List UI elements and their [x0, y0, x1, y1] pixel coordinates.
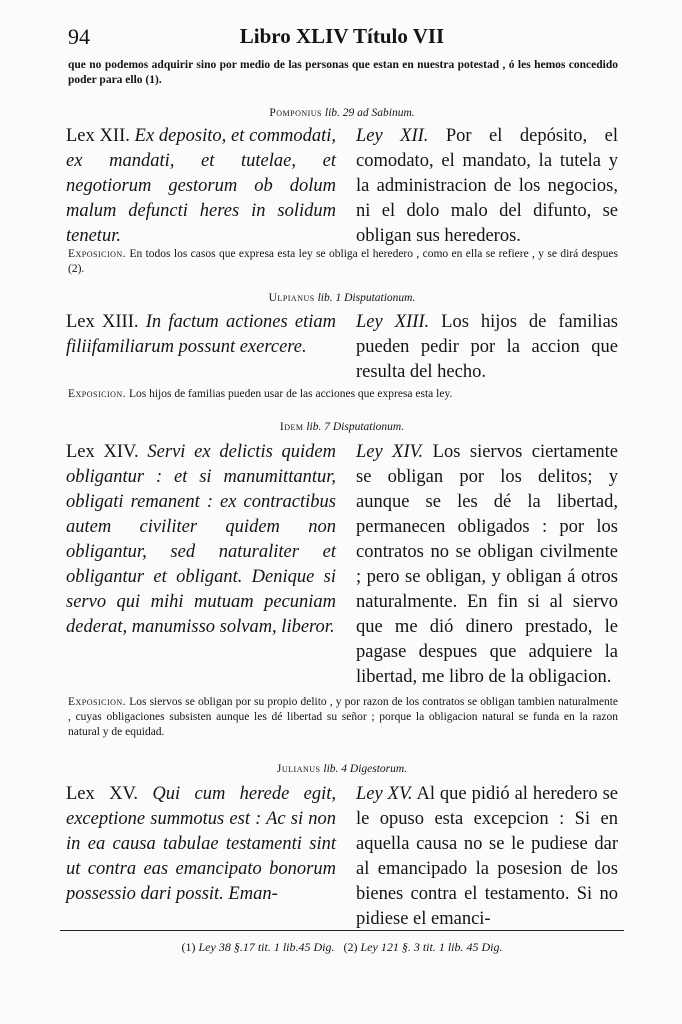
- page-number: 94: [68, 24, 90, 49]
- page-header: [62, 22, 622, 54]
- exposicion-text: Los hijos de familias pueden usar de las acciones que expresa esta ley.: [128, 388, 453, 400]
- source-work: lib. 4 Digestorum.: [323, 763, 408, 775]
- exposicion-label: Exposicion.: [68, 696, 127, 708]
- exposicion-text: Los siervos se obligan por su propio delito , y por razon de los contratos se obligan tambien naturalmente , cuyas obligaciones subsisten aunque les dé libertad su señor ; porque la obligacion natural se funda en la razon natural y de equidad.: [68, 696, 618, 738]
- ley-label: Ley XIV.: [356, 442, 424, 462]
- exposicion-label: Exposicion.: [68, 388, 127, 400]
- spanish-text: Los hijos de familias pueden pedir por la accion que resulta del hecho.: [356, 312, 618, 382]
- source-work: lib. 29 ad Sabinum.: [324, 107, 415, 119]
- source-author: Ulpianus: [268, 292, 315, 304]
- spanish-text: Al que pidió al heredero se le opuso esta excepcion : Si en aquella causa no se le pudiese dar al emancipado la posesion de los bienes contra el testamento. Si no pidiese el emanci-: [356, 784, 618, 929]
- footnote-rule: [60, 930, 624, 931]
- source-work: lib. 1 Disputationum.: [317, 292, 416, 304]
- latin-column: [66, 782, 336, 907]
- spanish-column: [356, 782, 618, 932]
- exposicion-text: En todos los casos que expresa esta ley se obliga el heredero , como en ella se refiere , y se dirá despues (2).: [68, 248, 619, 275]
- latin-column: [66, 440, 336, 640]
- latin-text: Servi ex delictis quidem obligantur : et si manumittantur, obligati remanent : ex contractibus autem civiliter quidem non obligantur, sed naturaliter et obligantur et obligant. Denique si servo qui mihi mutuam pecuniam dederat, manumisso solvam, liberor.: [66, 442, 337, 637]
- exposicion: [68, 695, 618, 740]
- footnote-citation: Ley 38 §.17 tit. 1 lib.45 Dig.: [198, 940, 335, 954]
- spanish-column: [356, 440, 618, 690]
- source-line: [62, 421, 622, 433]
- latin-column: [66, 310, 336, 360]
- lex-label: Lex XIV.: [66, 442, 139, 462]
- spanish-text: Por el depósito, el comodato, el mandato, la tutela y la administracion de los negocios, ni el dolo malo del difunto, se obligan sus herederos.: [356, 126, 618, 246]
- spanish-column: [356, 124, 618, 249]
- ley-label: Ley XV.: [356, 784, 413, 804]
- source-author: Julianus: [276, 763, 321, 775]
- footnotes: [62, 940, 622, 955]
- exposicion-label: Exposicion.: [68, 248, 127, 260]
- lex-label: Lex XV.: [66, 784, 139, 804]
- latin-column: [66, 124, 336, 249]
- source-author: Idem: [279, 421, 304, 433]
- exposicion: [68, 387, 618, 402]
- source-line: [62, 107, 622, 119]
- ley-label: Ley XII.: [356, 126, 429, 146]
- source-author: Pomponius: [269, 107, 323, 119]
- footnote-citation: Ley 121 §. 3 tit. 1 lib. 45 Dig.: [360, 940, 503, 954]
- footnote-marker: (1): [181, 940, 196, 954]
- lex-label: Lex XII.: [66, 126, 130, 146]
- source-line: [62, 292, 622, 304]
- footnote-marker: (2): [343, 940, 358, 954]
- latin-text: In factum actiones etiam filiifamiliarum possunt exercere.: [66, 312, 336, 357]
- exposicion: [68, 247, 618, 277]
- running-title: Libro XLIV Título VII: [239, 24, 445, 48]
- source-line: [62, 763, 622, 775]
- latin-text: Qui cum herede egit, exceptione summotus est : Ac si non in ea causa tabulae testamenti sint ut contra eas emancipato bonorum possessio dari possit. Eman-: [66, 784, 336, 904]
- ley-label: Ley XIII.: [356, 312, 430, 332]
- lex-label: Lex XIII.: [66, 312, 139, 332]
- source-work: lib. 7 Disputationum.: [306, 421, 405, 433]
- spanish-column: [356, 310, 618, 385]
- latin-text: Ex deposito, et commodati, ex mandati, et tutelae, et negotiorum gestorum ob dolum malum defuncti heres in solidum tenetur.: [66, 126, 336, 246]
- intro-paragraph: que no podemos adquirir sino por medio de las personas que estan en nuestra potestad , ó les hemos concedido poder para ello (1).: [68, 59, 618, 86]
- spanish-text: Los siervos ciertamente se obligan por los delitos; y aunque se les dé la libertad, permanecen obligados : por los contratos no se obligan civilmente ; pero se obligan, y obligan á otros naturalmente. En fin si al siervo que me dió dinero prestado, le pagase despues que adquiere la libertad, me libro de la obligacion.: [356, 442, 619, 687]
